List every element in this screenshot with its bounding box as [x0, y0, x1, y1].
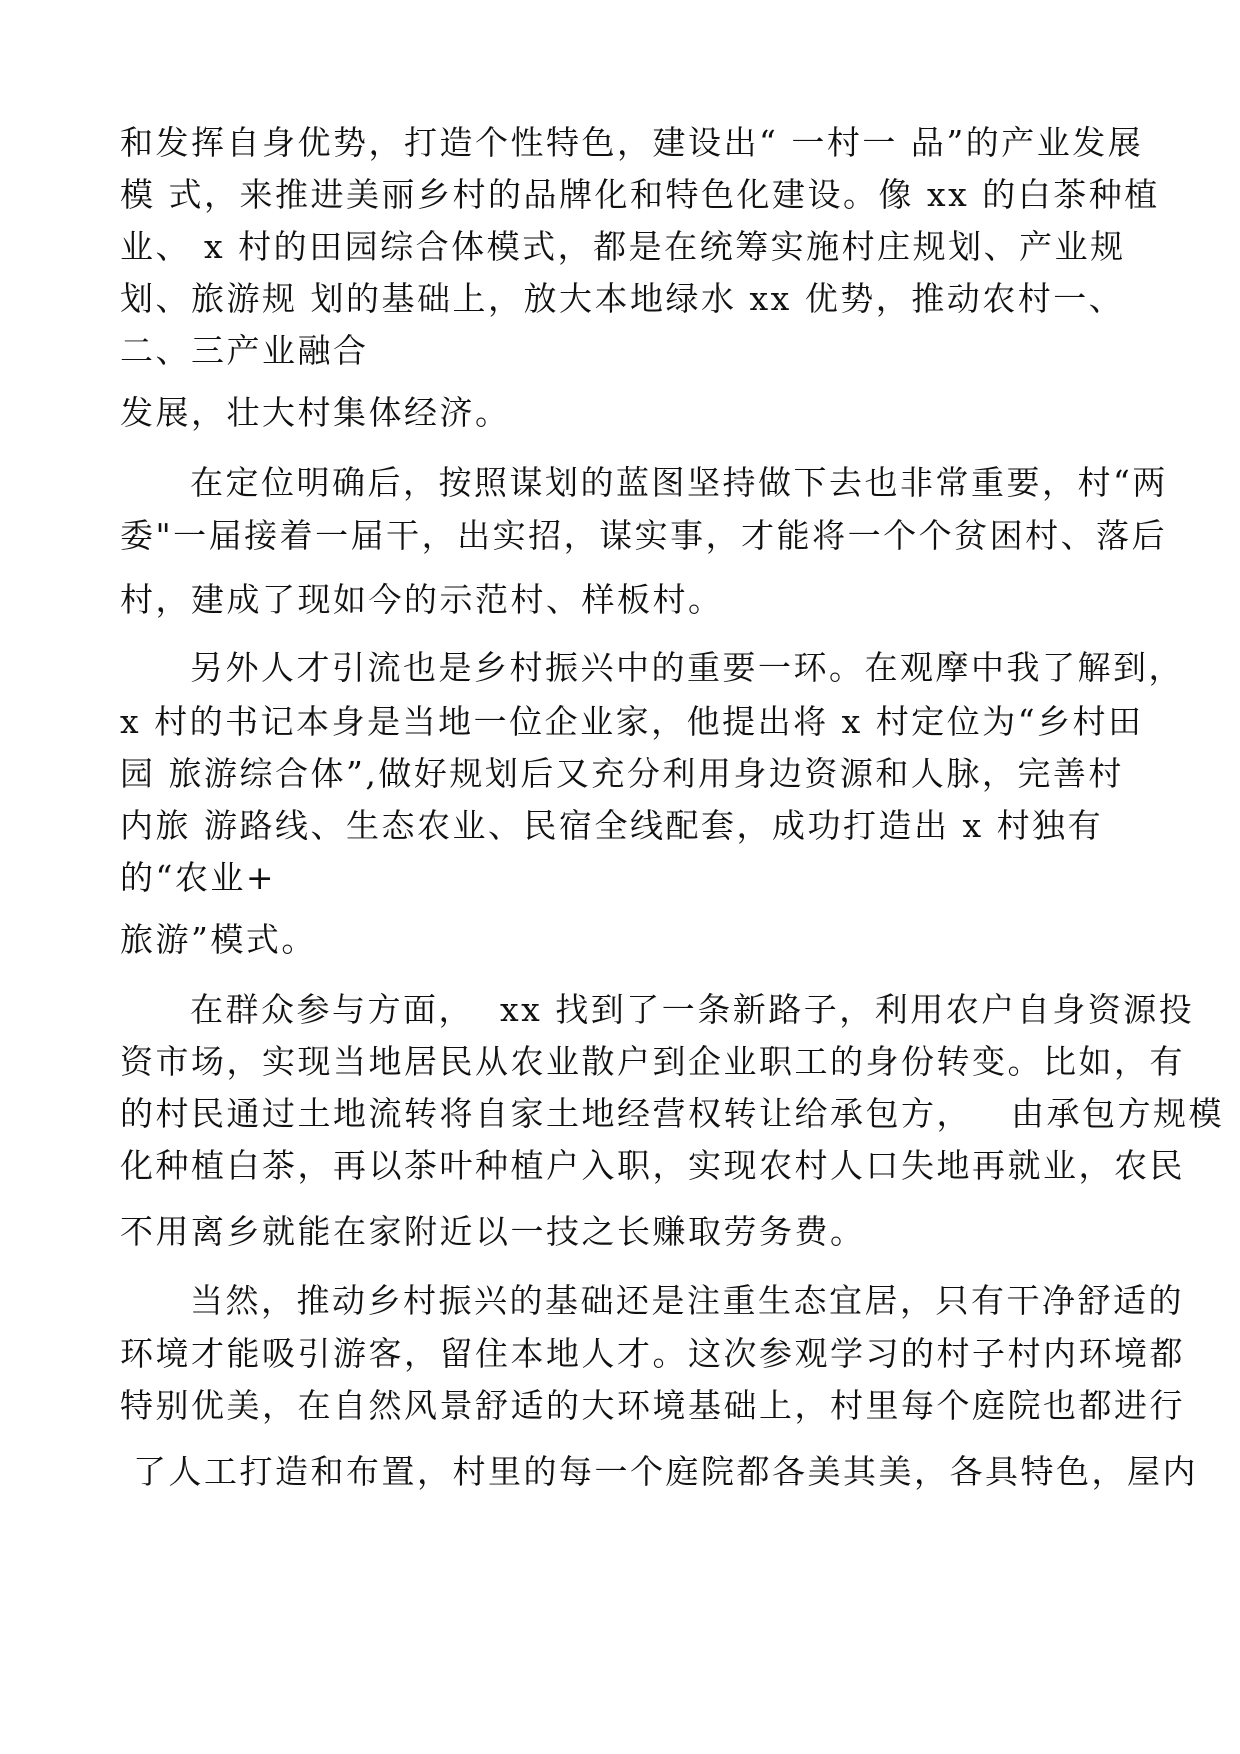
text-line: 发展，壮大村集体经济。 — [120, 393, 511, 432]
paragraph-first-line: 在群众参与方面， xx 找到了一条新路子，利用农户自身资源投 — [190, 990, 1195, 1029]
text-line: 模 式，来推进美丽乡村的品牌化和特色化建设。像 xx 的白茶种植 — [120, 175, 1160, 214]
text-line: x 村的书记本身是当地一位企业家，他提出将 x 村定位为“乡村田 — [120, 702, 1144, 741]
text-line: 内旅 游路线、生态农业、民宿全线配套，成功打造出 x 村独有 — [120, 806, 1104, 845]
paragraph-first-line: 另外人才引流也是乡村振兴中的重要一环。在观摩中我了解到， — [190, 648, 1184, 687]
text-line: 划、旅游规 划的基础上，放大本地绿水 xx 优势，推动农村一、 — [120, 279, 1125, 318]
paragraph-first-line: 在定位明确后，按照谋划的蓝图坚持做下去也非常重要，村“两 — [190, 463, 1168, 502]
text-line: 和发挥自身优势，打造个性特色，建设出“ 一村一 品”的产业发展 — [120, 123, 1144, 162]
text-line: 不用离乡就能在家附近以一技之长赚取劳务费。 — [120, 1212, 866, 1251]
text-line: 化种植白茶，再以茶叶种植户入职，实现农村人口失地再就业，农民 — [120, 1146, 1185, 1185]
text-line: 了人工打造和布置，村里的每一个庭院都各美其美，各具特色，屋内 — [120, 1452, 1198, 1491]
text-line: 二、三产业融合 — [120, 331, 369, 370]
paragraph-first-line: 当然，推动乡村振兴的基础还是注重生态宜居，只有干净舒适的 — [190, 1281, 1184, 1320]
text-line: 园 旅游综合体”,做好规划后又充分利用身边资源和人脉，完善村 — [120, 754, 1124, 793]
text-line: 环境才能吸引游客，留住本地人才。这次参观学习的村子村内环境都 — [120, 1334, 1185, 1373]
text-line: 业、 x 村的田园综合体模式，都是在统筹实施村庄规划、产业规 — [120, 227, 1126, 266]
text-line: 委"一届接着一届干，出实招，谋实事，才能将一个个贫困村、落后 — [120, 516, 1168, 555]
text-line: 资市场，实现当地居民从农业散户到企业职工的身份转变。比如，有 — [120, 1042, 1185, 1081]
text-line: 村，建成了现如今的示范村、样板村。 — [120, 580, 724, 619]
text-line: 的“农业+ — [120, 858, 277, 897]
text-line: 的村民通过土地流转将自家土地经营权转让给承包方， 由承包方规模 — [120, 1094, 1224, 1133]
text-line: 旅游”模式。 — [120, 920, 317, 959]
text-line: 特别优美，在自然风景舒适的大环境基础上，村里每个庭院也都进行 — [120, 1386, 1185, 1425]
